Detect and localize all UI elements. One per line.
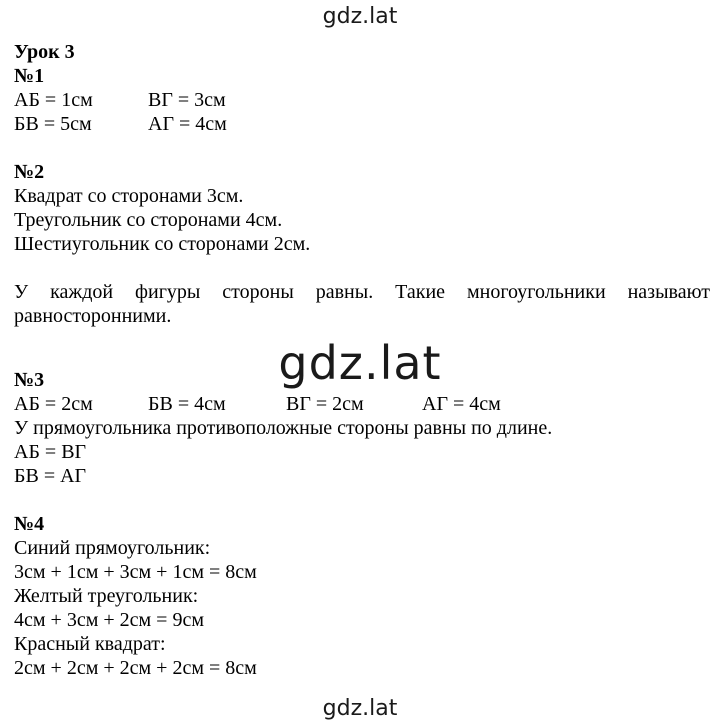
task3-measure: ВГ = 2см bbox=[286, 393, 364, 415]
task1-heading: №1 bbox=[14, 65, 45, 87]
task2-line: Квадрат со сторонами 3см. bbox=[14, 185, 244, 207]
watermark-top: gdz.lat bbox=[322, 4, 398, 29]
task1-row bbox=[14, 112, 710, 136]
task3-measures-row bbox=[14, 392, 710, 416]
task3-line: АБ = ВГ bbox=[14, 441, 87, 463]
task1-measure: АГ = 4см bbox=[148, 113, 227, 135]
lesson-title: Урок 3 bbox=[14, 41, 75, 63]
task3-measure: АГ = 4см bbox=[422, 393, 501, 415]
task2-line: Треугольник со сторонами 4см. bbox=[14, 209, 283, 231]
task4-line: Красный квадрат: bbox=[14, 633, 166, 655]
task1-row bbox=[14, 88, 710, 112]
task4-line: Синий прямоугольник: bbox=[14, 537, 211, 559]
watermark-bottom: gdz.lat bbox=[322, 696, 398, 721]
task3-heading: №3 bbox=[14, 369, 45, 391]
task2-line: Шестиугольник со сторонами 2см. bbox=[14, 233, 311, 255]
task3-line: БВ = АГ bbox=[14, 465, 87, 487]
task4-heading: №4 bbox=[14, 513, 45, 535]
task2-paragraph-line: У каждой фигуры стороны равны. Такие многоугольники называют bbox=[14, 281, 710, 303]
watermark-middle: gdz.lat bbox=[278, 336, 442, 390]
task4-line: Желтый треугольник: bbox=[14, 585, 199, 607]
task1-measure: АБ = 1см bbox=[14, 89, 93, 111]
task4-line: 2см + 2см + 2см + 2см = 8см bbox=[14, 657, 257, 679]
task2-heading: №2 bbox=[14, 161, 45, 183]
task3-line: У прямоугольника противоположные стороны равны по длине. bbox=[14, 417, 553, 439]
task2-paragraph-line: равносторонними. bbox=[14, 305, 172, 327]
task4-line: 4см + 3см + 2см = 9см bbox=[14, 609, 204, 631]
task3-measure: БВ = 4см bbox=[148, 393, 226, 415]
task4-line: 3см + 1см + 3см + 1см = 8см bbox=[14, 561, 257, 583]
task1-measure: ВГ = 3см bbox=[148, 89, 226, 111]
task3-measure: АБ = 2см bbox=[14, 393, 93, 415]
task1-measure: БВ = 5см bbox=[14, 113, 92, 135]
